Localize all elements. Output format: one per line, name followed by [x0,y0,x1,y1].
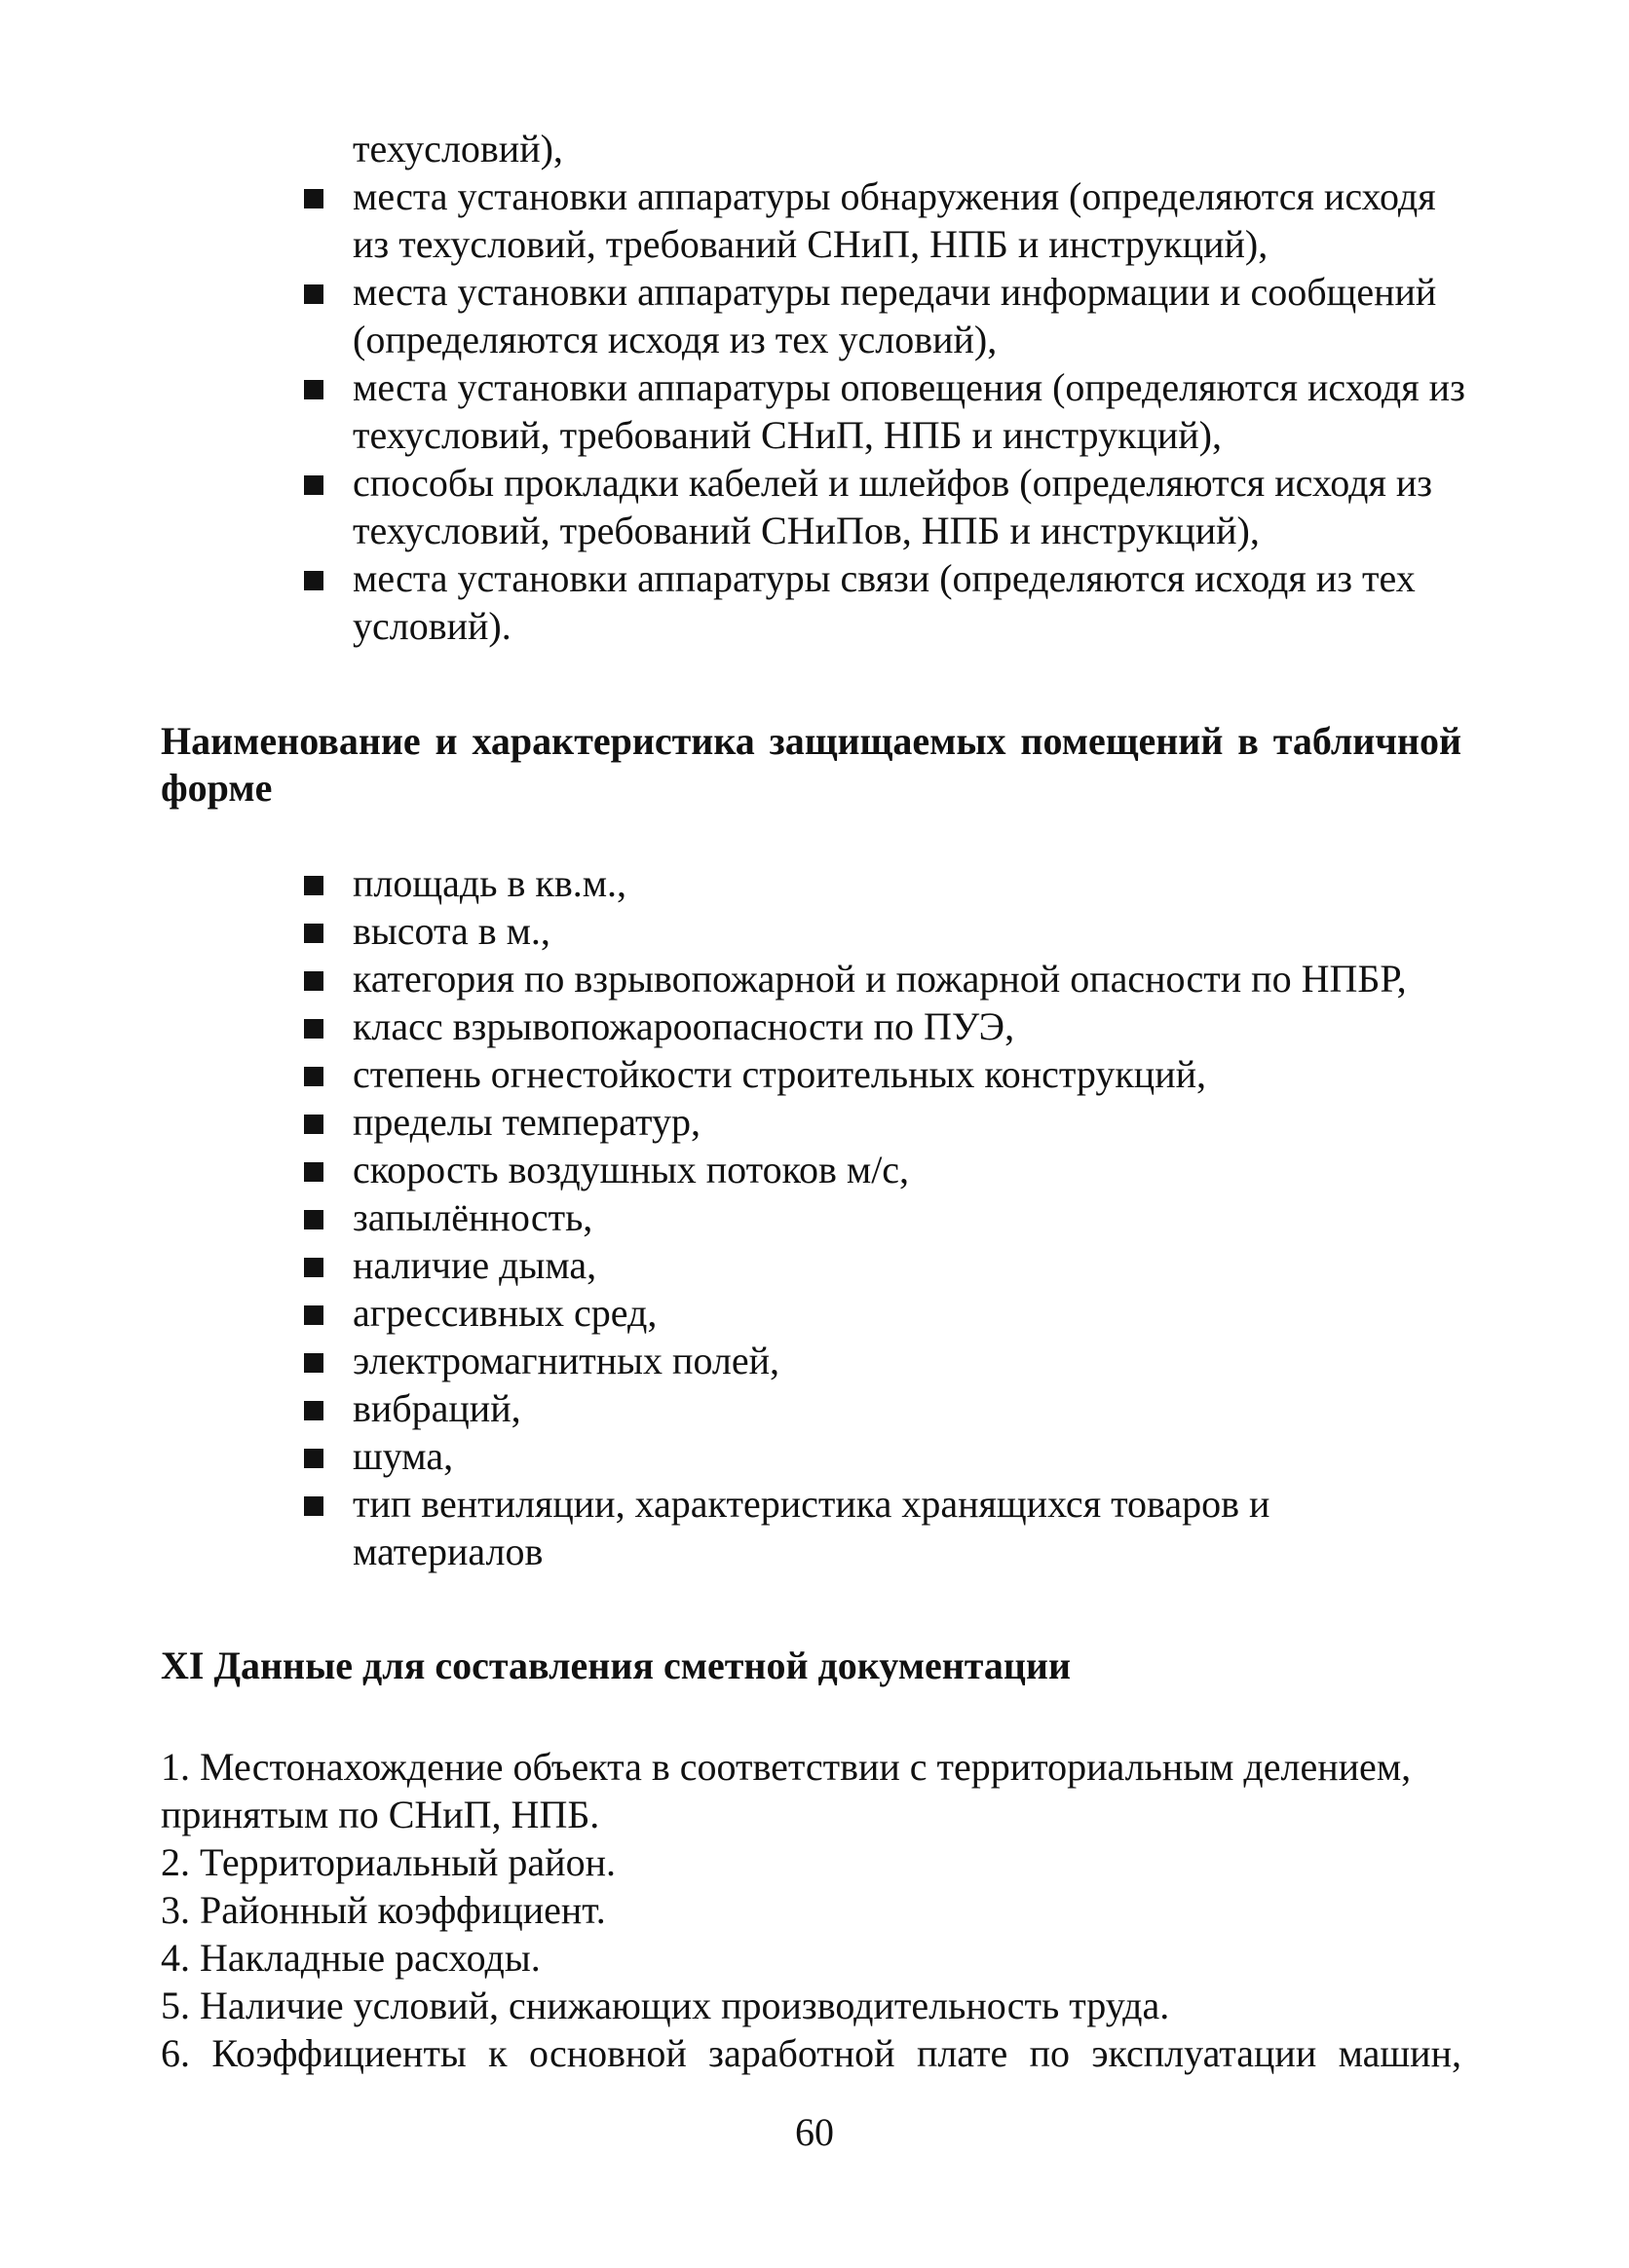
square-bullet-icon [304,1019,323,1039]
list-item: 5. Наличие условий, снижающих производительность труда. [161,1984,1170,2027]
list-item [298,1002,1467,1050]
list-item-text: места установки аппаратуры оповещения (определяются исходя из техусловий, требований СНиП, НПБ и инструкций), [353,365,1465,457]
list-item [298,1384,1467,1432]
square-bullet-icon [304,1401,323,1420]
list-item [298,1480,1467,1575]
list-item-text: вибраций, [353,1386,521,1430]
list-item-text: степень огнестойкости строительных конструкций, [353,1052,1207,1096]
square-bullet-icon [304,924,323,943]
square-bullet-icon [304,189,323,208]
list-item [298,1098,1467,1146]
list-item-text: агрессивных сред, [353,1291,658,1335]
square-bullet-icon [304,1353,323,1373]
list-item-text: места установки аппаратуры связи (определяются исходя из тех условий). [353,556,1416,648]
square-bullet-icon [304,1449,323,1468]
list-item [298,1241,1467,1289]
list-item-text: площадь в кв.м., [353,861,627,905]
list-item [298,1193,1467,1241]
list-item-text: тип вентиляции, характеристика хранящихся товаров и материалов [353,1482,1270,1573]
list-item-text: места установки аппаратуры обнаружения (определяются исходя из техусловий, требований СНиП, НПБ и инструкций), [353,174,1436,266]
list-item [298,172,1467,268]
list-item: 6. Коэффициенты к основной заработной плате по эксплуатации машин, [161,2031,1461,2075]
bullet-list-room-characteristics [298,859,1467,1575]
list-item: 3. Районный коэффициент. [161,1888,606,1932]
list-item-text: наличие дыма, [353,1243,597,1287]
square-bullet-icon [304,1496,323,1516]
list-item [298,1050,1467,1098]
list-item [298,1146,1467,1193]
list-item [298,554,1467,650]
square-bullet-icon [304,284,323,304]
list-item-text: электромагнитных полей, [353,1339,780,1382]
continuation-text: техусловий), [353,127,563,170]
list-item [298,1289,1467,1337]
square-bullet-icon [304,571,323,590]
square-bullet-icon [304,1210,323,1229]
list-item-text: скорость воздушных потоков м/с, [353,1148,910,1191]
list-item [298,955,1467,1002]
section-heading-rooms: Наименование и характеристика защищаемых помещений в табличной форме [161,719,1461,810]
section-heading-estimate: XI Данные для составления сметной документации [161,1644,1072,1687]
list-item: 1. Местонахождение объекта в соответствии с территориальным делением, принятым по СНиП, НПБ. [161,1745,1412,1836]
page-number: 60 [795,2110,834,2154]
square-bullet-icon [304,971,323,991]
list-item-text: места установки аппаратуры передачи информации и сообщений (определяются исходя из тех условий), [353,270,1437,361]
list-item [298,1432,1467,1480]
list-item [298,907,1467,955]
list-item [298,363,1467,459]
square-bullet-icon [304,1258,323,1277]
square-bullet-icon [304,475,323,495]
list-item: 2. Территориальный район. [161,1840,616,1884]
list-item [298,1337,1467,1384]
square-bullet-icon [304,380,323,399]
square-bullet-icon [304,876,323,895]
list-item-text: пределы температур, [353,1100,701,1144]
list-item [298,859,1467,907]
list-item [298,268,1467,363]
list-item: 4. Накладные расходы. [161,1936,541,1980]
list-item-text: категория по взрывопожарной и пожарной опасности по НПБР, [353,957,1407,1001]
list-item-text: способы прокладки кабелей и шлейфов (определяются исходя из техусловий, требований СНиПов, НПБ и инструкций), [353,461,1433,552]
list-item-text: запылённость, [353,1195,593,1239]
square-bullet-icon [304,1305,323,1325]
list-item-text: шума, [353,1434,454,1478]
list-item-text: класс взрывопожароопасности по ПУЭ, [353,1004,1015,1048]
square-bullet-icon [304,1067,323,1086]
numbered-list-estimate-data [161,1743,1461,2077]
square-bullet-icon [304,1115,323,1134]
bullet-list-equipment [298,172,1467,650]
list-item [298,459,1467,554]
square-bullet-icon [304,1162,323,1182]
list-item-text: высота в м., [353,909,550,953]
